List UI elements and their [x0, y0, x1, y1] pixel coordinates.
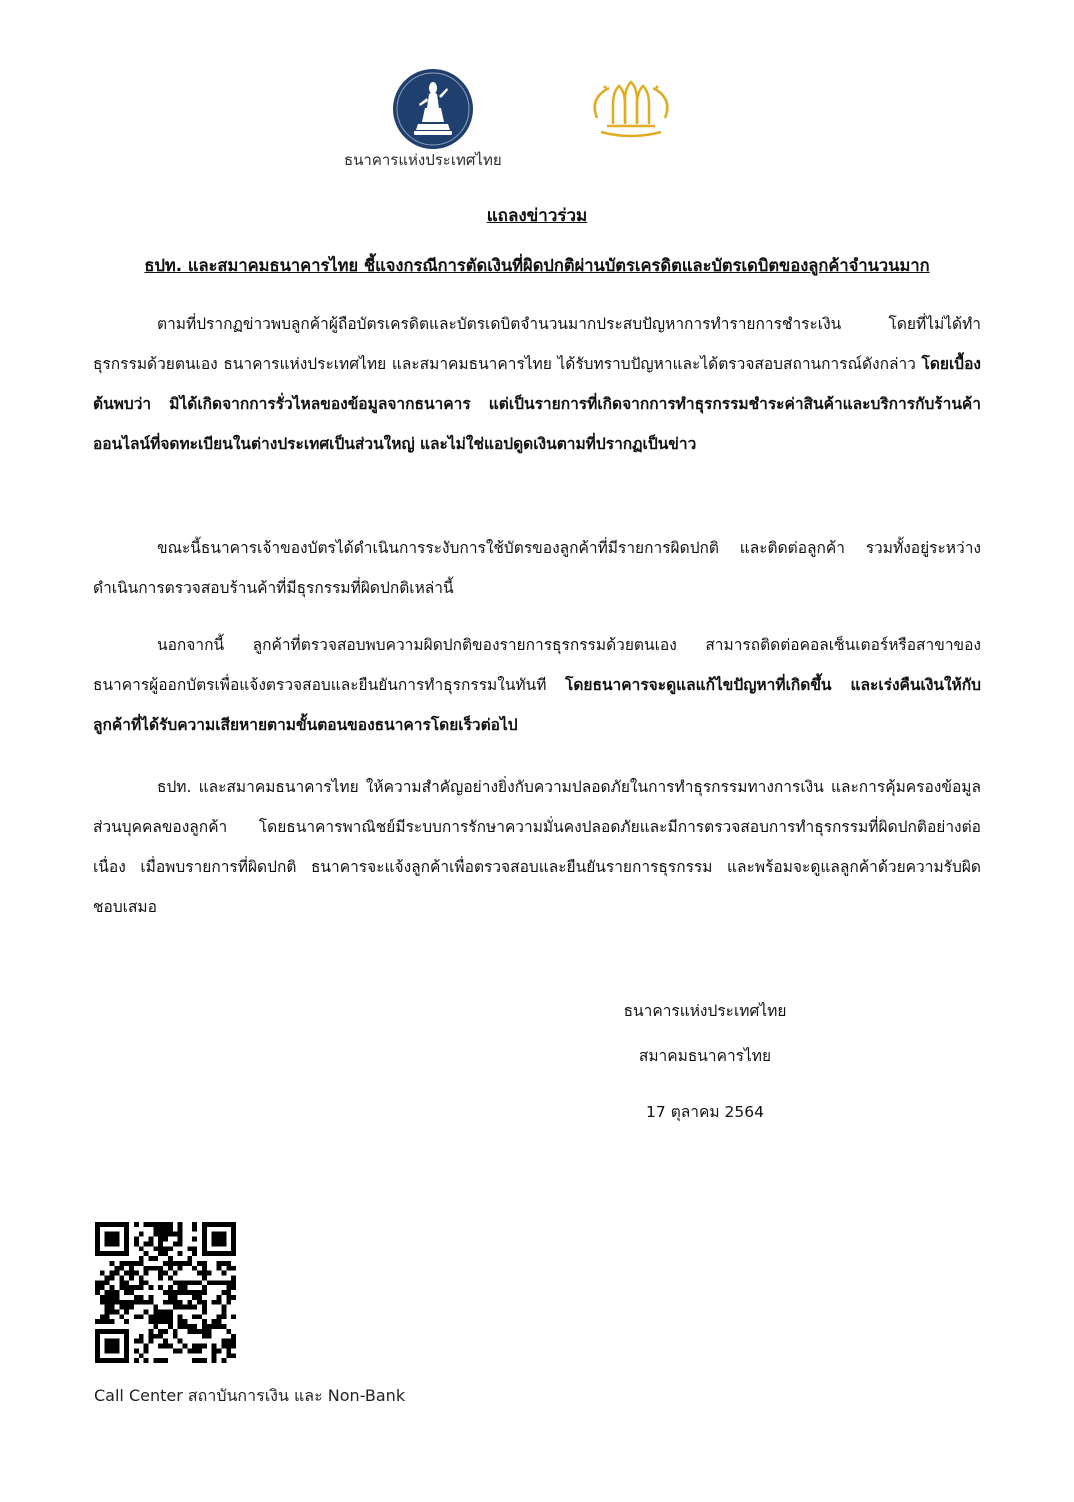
- thai-bankers-association-emblem-icon: [583, 78, 679, 142]
- paragraph-3: [93, 625, 981, 745]
- qr-code-icon[interactable]: [95, 1222, 236, 1363]
- signature-date: 17 ตุลาคม 2564: [646, 1103, 764, 1121]
- page-subtitle: ธปท. และสมาคมธนาคารไทย ชี้แจงกรณีการตัดเงินที่ผิดปกติผ่านบัตรเครดิตและบัตรเดบิตของลูกค้าจำนวนมาก: [144, 256, 930, 275]
- bank-of-thailand-emblem-icon: [392, 68, 474, 150]
- bot-name-caption: ธนาคารแห่งประเทศไทย: [344, 151, 502, 169]
- paragraph-3-text: นอกจากนี้ ลูกค้าที่ตรวจสอบพบความผิดปกติของรายการธุรกรรมด้วยตนเอง สามารถติดต่อคอลเซ็นเตอร์หรือสาขาของธนาคารผู้ออกบัตรเพื่อแจ้งตรวจสอบและยืนยันการทำธุรกรรมในทันที: [93, 636, 981, 694]
- signature-org-bot: ธนาคารแห่งประเทศไทย: [623, 1002, 787, 1020]
- paragraph-3-emphasis: โดยธนาคารจะดูแลแก้ไขปัญหาที่เกิดขึ้น และเร่งคืนเงินให้กับลูกค้าที่ได้รับความเสียหายตามขั้นตอนของธนาคารโดยเร็วต่อไป: [93, 676, 981, 734]
- signature-org-tba: สมาคมธนาคารไทย: [638, 1047, 772, 1065]
- page-title: แถลงข่าวร่วม: [486, 206, 588, 226]
- call-center-caption: Call Center สถาบันการเงิน และ Non-Bank: [94, 1386, 406, 1405]
- paragraph-2: ขณะนี้ธนาคารเจ้าของบัตรได้ดำเนินการระงับการใช้บัตรของลูกค้าที่มีรายการผิดปกติ และติดต่อลูกค้า รวมทั้งอยู่ระหว่างดำเนินการตรวจสอบร้านค้าที่มีธุรกรรมที่ผิดปกติเหล่านี้: [93, 539, 981, 597]
- paragraph-4: ธปท. และสมาคมธนาคารไทย ให้ความสำคัญอย่างยิ่งกับความปลอดภัยในการทำธุรกรรมทางการเงิน และการคุ้มครองข้อมูลส่วนบุคคลของลูกค้า โดยธนาคารพาณิชย์มีระบบการรักษาความมั่นคงปลอดภัยและมีการตรวจสอบการทำธุรกรรมที่ผิดปกติอย่างต่อเนื่อง เมื่อพบรายการที่ผิดปกติ ธนาคารจะแจ้งลูกค้าเพื่อตรวจสอบและยืนยันรายการธุรกรรม และพร้อมจะดูแลลูกค้าด้วยความรับผิดชอบเสมอ: [93, 778, 981, 916]
- paragraph-1: [93, 304, 981, 464]
- paragraph-1-text: ตามที่ปรากฏข่าวพบลูกค้าผู้ถือบัตรเครดิตและบัตรเดบิตจำนวนมากประสบปัญหาการทำรายการชำระเงิน โดยที่ไม่ได้ทำธุรกรรมด้วยตนเอง ธนาคารแห่งประเทศไทย และสมาคมธนาคารไทย ได้รับทราบปัญหาและได้ตรวจสอบสถานการณ์ดังกล่าว: [93, 315, 981, 373]
- paragraph-1-emphasis: โดยเบื้องต้นพบว่า มิได้เกิดจากการรั่วไหลของข้อมูลจากธนาคาร แต่เป็นรายการที่เกิดจากการทำธุรกรรมชำระค่าสินค้าและบริการกับร้านค้าออนไลน์ที่จดทะเบียนในต่างประเทศเป็นส่วนใหญ่ และไม่ใช่แอปดูดเงินตามที่ปรากฏเป็นข่าว: [93, 355, 981, 453]
